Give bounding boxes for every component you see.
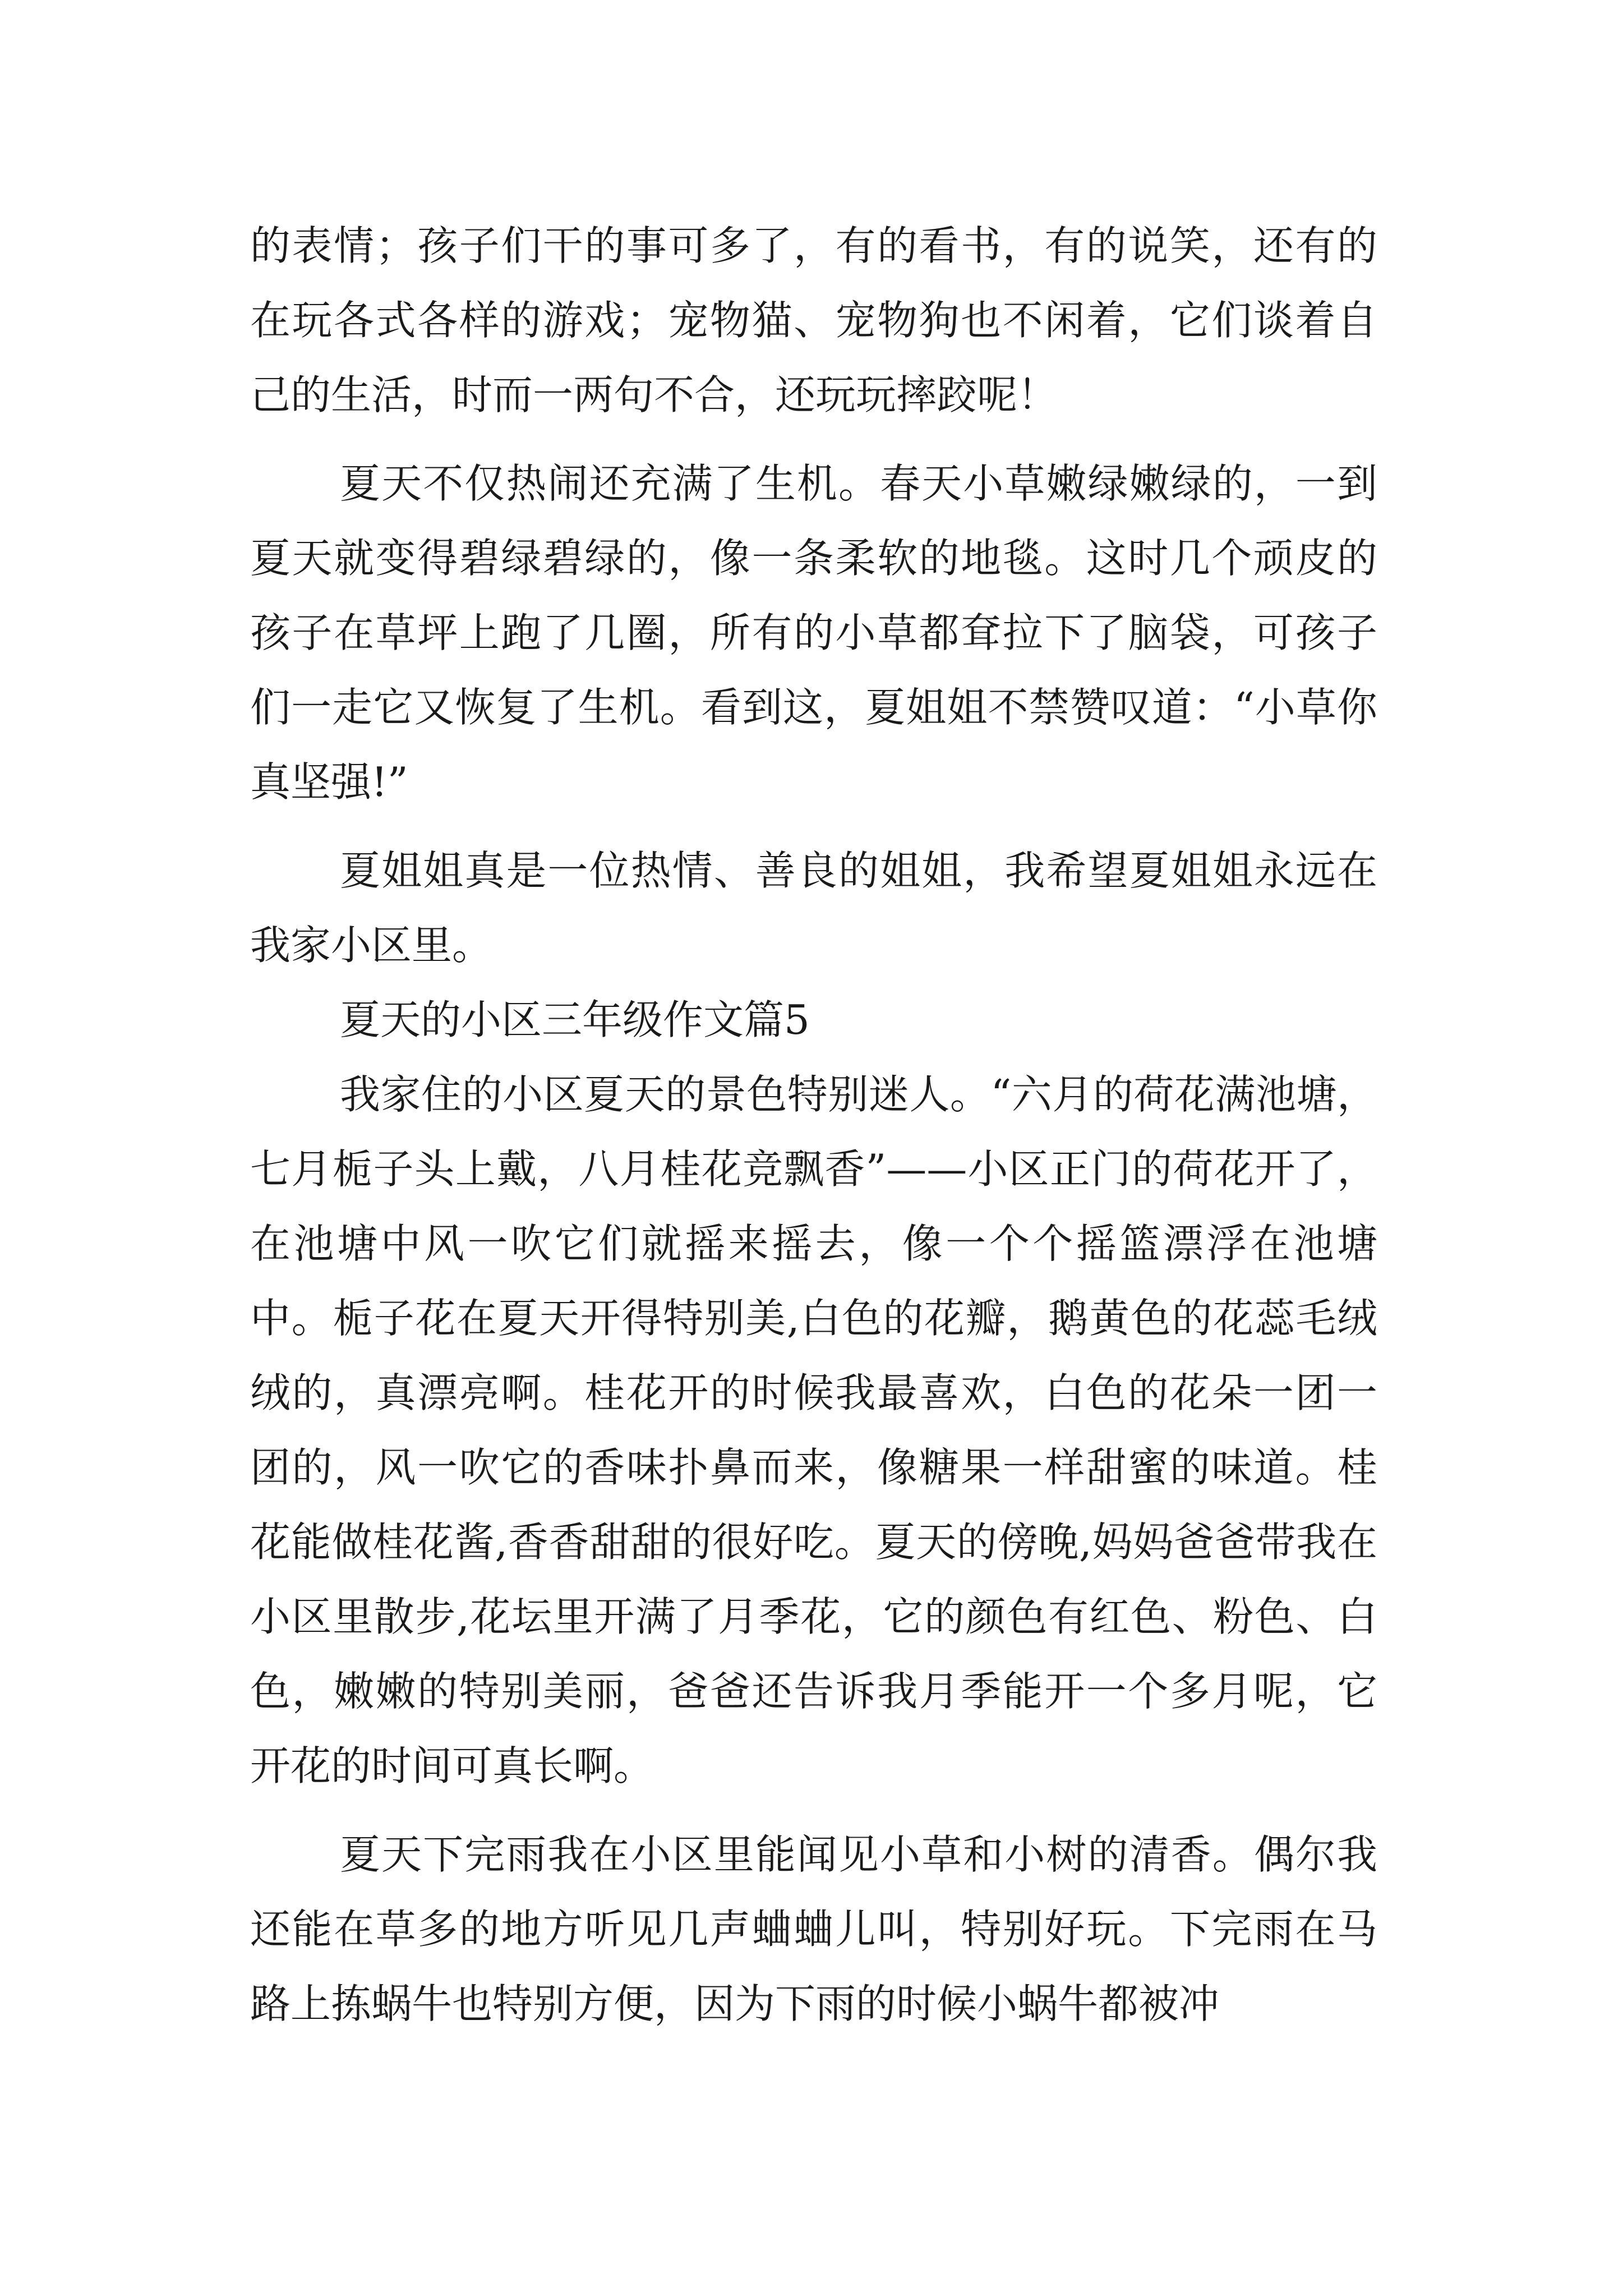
paragraph-grass: 夏天不仅热闹还充满了生机。春天小草嫩绿嫩绿的，一到夏天就变得碧绿碧绿的，像一条柔软的地毯。这时几个顽皮的孩子在草坪上跑了几圈，所有的小草都耷拉下了脑袋，可孩子们一走它又恢复了生机。看到这，夏姐姐不禁赞叹道：“小草你真坚强!” (250, 460, 1377, 806)
essay-title: 夏天的小区三年级作文篇5 (340, 996, 810, 1043)
paragraph-flowers: 我家住的小区夏天的景色特别迷人。“六月的荷花满池塘，七月栀子头上戴，八月桂花竞飘香”——小区正门的荷花开了，在池塘中风一吹它们就摇来摇去，像一个个摇篮漂浮在池塘中。栀子花在夏天开得特别美,白色的花瓣，鹅黄色的花蕊毛绒绒的，真漂亮啊。桂花开的时候我最喜欢，白色的花朵一团一团的，风一吹它的香味扑鼻而来，像糖果一样甜蜜的味道。桂花能做桂花酱,香香甜甜的很好吃。夏天的傍晚,妈妈爸爸带我在小区里散步,花坛里开满了月季花，它的颜色有红色、粉色、白色，嫩嫩的特别美丽，爸爸还告诉我月季能开一个多月呢，它开花的时间可真长啊。 (250, 1071, 1377, 1789)
paragraph-sister: 夏姐姐真是一位热情、善良的姐姐，我希望夏姐姐永远在我家小区里。 (250, 847, 1377, 969)
paragraph-continued: 的表情；孩子们干的事可多了，有的看书，有的说笑，还有的在玩各式各样的游戏；宠物猫、宠物狗也不闲着，它们谈着自己的生活，时而一两句不合，还玩玩摔跤呢！ (250, 222, 1377, 418)
document-body (250, 209, 1377, 2041)
paragraph-rain: 夏天下完雨我在小区里能闻见小草和小树的清香。偶尔我还能在草多的地方听见几声蛐蛐儿叫，特别好玩。下完雨在马路上拣蜗牛也特别方便，因为下雨的时候小蜗牛都被冲 (250, 1831, 1377, 2027)
